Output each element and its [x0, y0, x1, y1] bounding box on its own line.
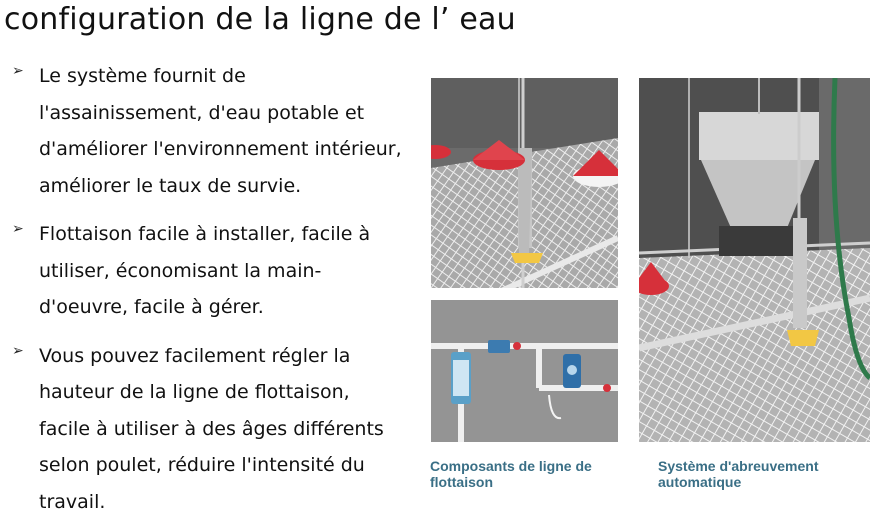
bullet-line: travail. — [39, 484, 412, 520]
caption-line: automatique — [658, 474, 819, 490]
bullet-line: facile à utiliser à des âges différents — [39, 411, 412, 448]
automatic-system-caption — [658, 458, 819, 490]
components-caption — [430, 458, 592, 490]
arrowhead-bullet-icon: ➢ — [12, 339, 24, 363]
bullet-item — [12, 338, 412, 520]
automatic-drinking-system-photo — [639, 78, 870, 442]
caption-line: Système d'abreuvement — [658, 458, 819, 474]
bullet-item — [12, 216, 412, 326]
caption-line: Composants de ligne de — [430, 458, 592, 474]
bullet-line: hauteur de la ligne de flottaison, — [39, 374, 412, 411]
slide-title: configuration de la ligne de l’ eau — [4, 0, 516, 40]
bullet-line: Flottaison facile à installer, facile à — [39, 216, 412, 253]
arrowhead-bullet-icon: ➢ — [12, 217, 24, 241]
bullet-line: d'oeuvre, facile à gérer. — [39, 289, 412, 326]
bullet-line: selon poulet, réduire l'intensité du — [39, 447, 412, 484]
components-photo — [431, 300, 618, 442]
bullet-item — [12, 58, 412, 204]
drinker-line-photo — [431, 78, 618, 288]
bullet-list — [12, 58, 412, 520]
bullet-line: Vous pouvez facilement régler la — [39, 338, 412, 375]
arrowhead-bullet-icon: ➢ — [12, 59, 24, 83]
caption-line: flottaison — [430, 474, 592, 490]
bullet-line: améliorer le taux de survie. — [39, 168, 412, 205]
bullet-line: d'améliorer l'environnement intérieur, — [39, 131, 412, 168]
bullet-line: utiliser, économisant la main- — [39, 253, 412, 290]
bullet-line: l'assainissement, d'eau potable et — [39, 95, 412, 132]
bullet-line: Le système fournit de — [39, 58, 412, 95]
